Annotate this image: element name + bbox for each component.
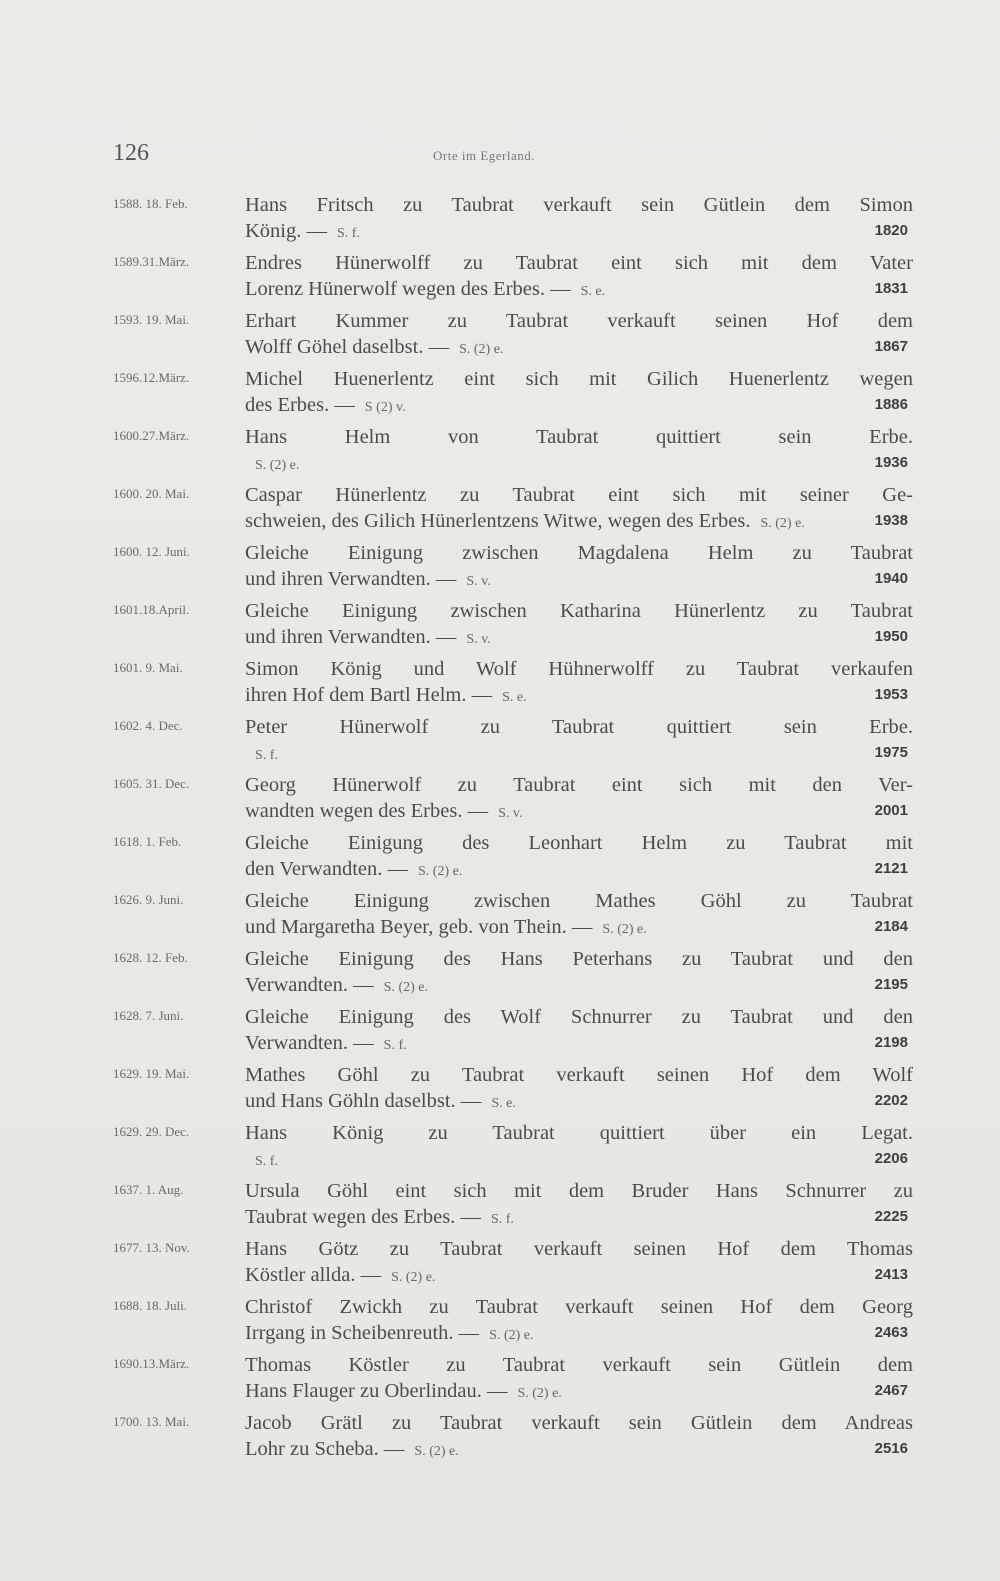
entry-number: 2184 (874, 918, 908, 935)
entry-line-1: Gleiche Einigung des Hans Peterhans zu Taubrat und den (245, 948, 913, 970)
entry-reference: S. (2) e. (489, 1328, 534, 1343)
entry-date: 1600. 12. Juni. (113, 544, 190, 559)
entry-text (245, 1410, 913, 1465)
entry-line-2-text: König. — (245, 220, 327, 242)
entry-text (245, 656, 913, 711)
entry-date: 1629. 29. Dec. (113, 1124, 190, 1139)
entry-number: 1940 (874, 570, 908, 587)
entry-number: 2467 (874, 1382, 908, 1399)
list-item (113, 888, 913, 946)
entry-line-1: Hans König zu Taubrat quittiert über ein Legat. (245, 1122, 913, 1144)
entry-number: 2198 (874, 1034, 908, 1051)
entry-date: 1626. 9. Juni. (113, 892, 184, 907)
entry-date: 1618. 1. Feb. (113, 834, 182, 849)
entry-reference: S. v. (466, 632, 491, 647)
entry-number: 2202 (874, 1092, 908, 1109)
entry-line-2-text: und Hans Göhln daselbst. — (245, 1090, 482, 1112)
page-number: 126 (113, 140, 149, 166)
entry-line-2-text: wandten wegen des Erbes. — (245, 800, 489, 822)
list-item (113, 656, 913, 714)
list-item (113, 308, 913, 366)
entry-line-1: Georg Hünerwolf zu Taubrat eint sich mit den Ver- (245, 774, 913, 796)
entry-date: 1688. 18. Juli. (113, 1298, 188, 1313)
entry-reference: S. (2) e. (459, 342, 504, 357)
entry-date: 1605. 31. Dec. (113, 776, 190, 791)
entry-line-2 (245, 1204, 913, 1233)
entry-line-1: Erhart Kummer zu Taubrat verkauft seinen Hof dem (245, 310, 913, 332)
entry-text (245, 308, 913, 363)
list-item (113, 1410, 913, 1468)
entry-line-2-text: ihren Hof dem Bartl Helm. — (245, 684, 493, 706)
entry-reference: S. e. (580, 284, 606, 299)
entry-line-2-text: den Verwandten. — (245, 858, 409, 880)
entry-line-2 (245, 334, 913, 363)
entry-text (245, 714, 913, 769)
entry-number: 1938 (874, 512, 908, 529)
list-item (113, 1294, 913, 1352)
entry-date: 1596.12.März. (113, 370, 190, 385)
entry-number: 1953 (874, 686, 908, 703)
entry-reference: S. (2) e. (255, 458, 300, 473)
entry-text (245, 1120, 913, 1175)
list-item (113, 482, 913, 540)
entry-line-2 (245, 508, 913, 537)
entry-line-2-text: Lorenz Hünerwolf wegen des Erbes. — (245, 278, 571, 300)
entry-number: 1975 (874, 744, 908, 761)
entry-line-1: Hans Helm von Taubrat quittiert sein Erbe. (245, 426, 913, 448)
list-item (113, 772, 913, 830)
entry-line-2-text: schweien, des Gilich Hünerlentzens Witwe, wegen des Erbes. (245, 510, 751, 532)
entry-date: 1588. 18. Feb. (113, 196, 188, 211)
entry-line-2-text: Irrgang in Scheibenreuth. — (245, 1322, 480, 1344)
entry-line-2 (245, 740, 913, 769)
list-item (113, 714, 913, 772)
entry-line-1: Gleiche Einigung des Leonhart Helm zu Taubrat mit (245, 832, 913, 854)
entry-line-2 (245, 450, 913, 479)
entry-line-2 (245, 1378, 913, 1407)
entry-reference: S. (2) e. (414, 1444, 459, 1459)
entry-reference: S. (2) e. (760, 516, 805, 531)
entry-line-1: Jacob Grätl zu Taubrat verkauft sein Gütlein dem Andreas (245, 1412, 913, 1434)
entry-text (245, 424, 913, 479)
entry-number: 1831 (874, 280, 908, 297)
entry-date: 1602. 4. Dec. (113, 718, 183, 733)
entry-line-2 (245, 1030, 913, 1059)
list-item (113, 1120, 913, 1178)
list-item (113, 424, 913, 482)
entry-date: 1600. 20. Mai. (113, 486, 190, 501)
list-item (113, 946, 913, 1004)
entry-reference: S. e. (502, 690, 527, 705)
entry-text (245, 1294, 913, 1349)
entry-number: 1867 (874, 338, 908, 355)
entry-number: 1936 (874, 454, 908, 471)
entry-text (245, 888, 913, 943)
entry-date: 1601. 9. Mai. (113, 660, 183, 675)
entry-reference: S. (2) e. (517, 1386, 562, 1401)
entry-text (245, 1062, 913, 1117)
page-header (113, 140, 908, 170)
list-item (113, 250, 913, 308)
list-item (113, 1352, 913, 1410)
entry-number: 2001 (874, 802, 908, 819)
entry-line-1: Peter Hünerwolf zu Taubrat quittiert sein Erbe. (245, 716, 913, 738)
entry-reference: S. v. (498, 806, 523, 821)
entry-number: 2413 (874, 1266, 908, 1283)
entry-reference: S. f. (383, 1038, 407, 1053)
entry-number: 2121 (874, 860, 908, 877)
entry-text (245, 192, 913, 247)
entry-line-2-text: und ihren Verwandten. — (245, 568, 457, 590)
entry-line-1: Caspar Hünerlentz zu Taubrat eint sich mit seiner Ge- (245, 484, 913, 506)
entry-reference: S. (2) e. (383, 980, 428, 995)
entry-number: 2225 (874, 1208, 908, 1225)
list-item (113, 598, 913, 656)
entry-reference: S. f. (255, 1154, 278, 1169)
entry-text (245, 598, 913, 653)
entry-line-2-text: und Margaretha Beyer, geb. von Thein. — (245, 916, 593, 938)
list-item (113, 1236, 913, 1294)
entry-number: 1950 (874, 628, 908, 645)
entry-line-1: Simon König und Wolf Hühnerwolff zu Taubrat verkaufen (245, 658, 913, 680)
entry-line-2 (245, 392, 913, 421)
entry-date: 1637. 1. Aug. (113, 1182, 184, 1197)
entry-line-2 (245, 1320, 913, 1349)
entry-text (245, 366, 913, 421)
list-item (113, 192, 913, 250)
entry-line-2 (245, 566, 913, 595)
entry-line-1: Gleiche Einigung zwischen Mathes Göhl zu Taubrat (245, 890, 913, 912)
entry-text (245, 946, 913, 1001)
entry-line-2 (245, 856, 913, 885)
entry-date: 1700. 13. Mai. (113, 1414, 190, 1429)
entry-reference: S. f. (255, 748, 278, 763)
entry-number: 2516 (874, 1440, 908, 1457)
entry-line-2-text: Wolff Göhel daselbst. — (245, 336, 450, 358)
entry-number: 2195 (874, 976, 908, 993)
entry-reference: S. v. (466, 574, 491, 589)
entry-date: 1677. 13. Nov. (113, 1240, 190, 1255)
entry-text (245, 772, 913, 827)
entry-text (245, 482, 913, 537)
list-item (113, 1062, 913, 1120)
entry-line-1: Endres Hünerwolff zu Taubrat eint sich mit dem Vater (245, 252, 913, 274)
entry-line-2-text: Lohr zu Scheba. — (245, 1438, 405, 1460)
entry-reference: S. (2) e. (391, 1270, 436, 1285)
entry-reference: S (2) v. (364, 400, 406, 415)
entry-line-2-text: Hans Flauger zu Oberlindau. — (245, 1380, 508, 1402)
entry-line-2-text: des Erbes. — (245, 394, 355, 416)
entries-list (113, 192, 913, 1468)
list-item (113, 1004, 913, 1062)
entry-text (245, 1236, 913, 1291)
entry-number: 1820 (874, 222, 908, 239)
entry-reference: S. f. (490, 1212, 514, 1227)
entry-number: 2463 (874, 1324, 908, 1341)
list-item (113, 540, 913, 598)
entry-line-1: Ursula Göhl eint sich mit dem Bruder Hans Schnurrer zu (245, 1180, 913, 1202)
entry-date: 1628. 12. Feb. (113, 950, 188, 965)
entry-line-1: Gleiche Einigung zwischen Magdalena Helm zu Taubrat (245, 542, 913, 564)
entry-line-2 (245, 1436, 913, 1465)
entry-number: 2206 (874, 1150, 908, 1167)
entry-line-2 (245, 1262, 913, 1291)
entry-text (245, 1004, 913, 1059)
entry-line-1: Christof Zwickh zu Taubrat verkauft seinen Hof dem Georg (245, 1296, 913, 1318)
entry-date: 1629. 19. Mai. (113, 1066, 190, 1081)
entry-date: 1589.31.März. (113, 254, 190, 269)
entry-line-2 (245, 972, 913, 1001)
entry-line-1: Gleiche Einigung zwischen Katharina Hünerlentz zu Taubrat (245, 600, 913, 622)
entry-reference: S. e. (491, 1096, 516, 1111)
entry-line-1: Hans Götz zu Taubrat verkauft seinen Hof dem Thomas (245, 1238, 913, 1260)
entry-line-2 (245, 914, 913, 943)
entry-reference: S. (2) e. (418, 864, 463, 879)
entry-date: 1593. 19. Mai. (113, 312, 190, 327)
list-item (113, 1178, 913, 1236)
entry-line-2 (245, 798, 913, 827)
entry-line-2 (245, 1088, 913, 1117)
entry-line-2-text: Köstler allda. — (245, 1264, 382, 1286)
entry-text (245, 250, 913, 305)
entry-reference: S. (2) e. (602, 922, 647, 937)
entry-line-2 (245, 276, 913, 305)
entry-line-1: Mathes Göhl zu Taubrat verkauft seinen Hof dem Wolf (245, 1064, 913, 1086)
entry-line-2-text: und ihren Verwandten. — (245, 626, 457, 648)
entry-text (245, 830, 913, 885)
entry-line-2-text: Verwandten. — (245, 1032, 374, 1054)
entry-reference: S. f. (337, 226, 360, 241)
entry-date: 1600.27.März. (113, 428, 190, 443)
running-title: Orte im Egerland. (433, 148, 535, 163)
entry-number: 1886 (874, 396, 908, 413)
entry-date: 1601.18.April. (113, 602, 190, 617)
entry-line-2 (245, 682, 913, 711)
entry-line-1: Gleiche Einigung des Wolf Schnurrer zu Taubrat und den (245, 1006, 913, 1028)
entry-date: 1690.13.März. (113, 1356, 190, 1371)
entry-line-2 (245, 624, 913, 653)
entry-line-2 (245, 1146, 913, 1175)
entry-date: 1628. 7. Juni. (113, 1008, 184, 1023)
entry-line-1: Hans Fritsch zu Taubrat verkauft sein Gütlein dem Simon (245, 194, 913, 216)
entry-line-2 (245, 218, 913, 247)
entry-text (245, 540, 913, 595)
entry-text (245, 1352, 913, 1407)
entry-line-2-text: Taubrat wegen des Erbes. — (245, 1206, 481, 1228)
list-item (113, 830, 913, 888)
entry-text (245, 1178, 913, 1233)
entry-line-2-text: Verwandten. — (245, 974, 374, 996)
entry-line-1: Michel Huenerlentz eint sich mit Gilich Huenerlentz wegen (245, 368, 913, 390)
list-item (113, 366, 913, 424)
entry-line-1: Thomas Köstler zu Taubrat verkauft sein Gütlein dem (245, 1354, 913, 1376)
